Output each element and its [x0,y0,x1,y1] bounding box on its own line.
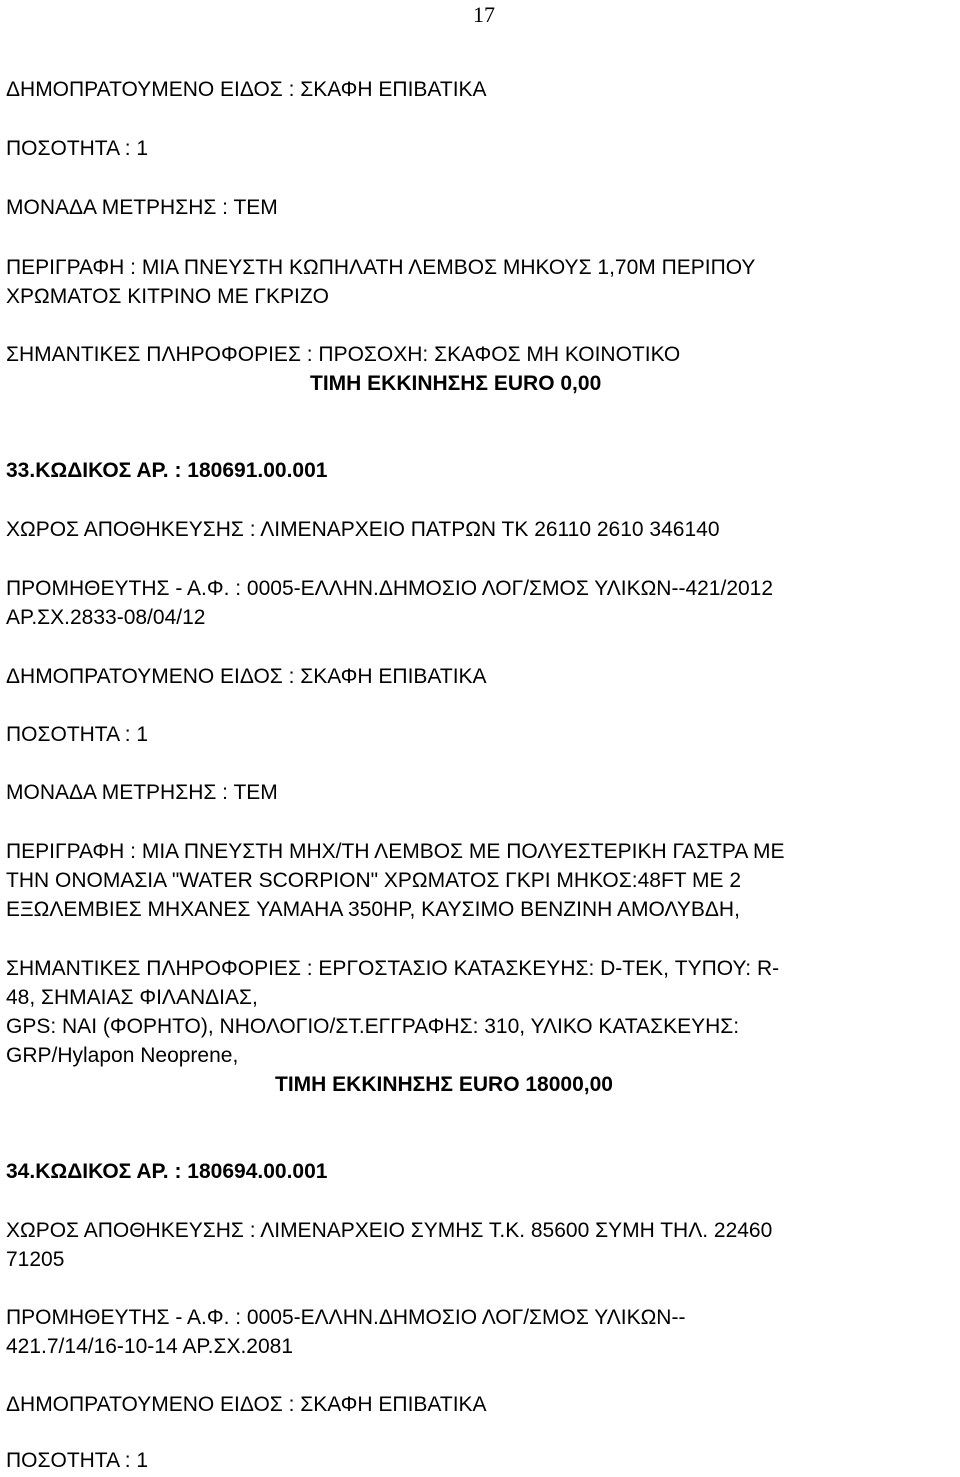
item-code: 33.ΚΩΔΙΚΟΣ ΑΡ. : 180691.00.001 [6,459,328,482]
item-notes-line: GRP/Hylapon Neoprene, [6,1044,239,1067]
item-kind: ΔΗΜΟΠΡΑΤΟΥΜΕΝΟ ΕΙΔΟΣ : ΣΚΑΦΗ ΕΠΙΒΑΤΙΚΑ [6,1393,487,1416]
item-kind: ΔΗΜΟΠΡΑΤΟΥΜΕΝΟ ΕΙΔΟΣ : ΣΚΑΦΗ ΕΠΙΒΑΤΙΚΑ [6,665,487,688]
item-description-line: ΕΞΩΛΕΜΒΙΕΣ ΜΗΧΑΝΕΣ YAMAHA 350HP, ΚΑΥΣΙΜΟ ΒΕΝΖΙΝΗ ΑΜΟΛΥΒΔΗ, [6,898,740,921]
item-starting-price: ΤΙΜΗ ΕΚΚΙΝΗΣΗΣ EURO 18000,00 [275,1073,613,1096]
item-quantity: ΠΟΣΟΤΗΤΑ : 1 [6,723,149,746]
item-notes-line: 48, ΣΗΜΑΙΑΣ ΦΙΛΑΝΔΙΑΣ, [6,986,258,1009]
item-code: 34.ΚΩΔΙΚΟΣ ΑΡ. : 180694.00.001 [6,1160,328,1183]
item-supplier-line: ΠΡΟΜΗΘΕΥΤΗΣ - Α.Φ. : 0005-ΕΛΛΗΝ.ΔΗΜΟΣΙΟ ΛΟΓ/ΣΜΟΣ ΥΛΙΚΩΝ-- [6,1306,686,1329]
item-quantity: ΠΟΣΟΤΗΤΑ : 1 [6,137,149,160]
item-description-line: ΠΕΡΙΓΡΑΦΗ : ΜΙΑ ΠΝΕΥΣΤΗ ΜΗΧ/ΤΗ ΛΕΜΒΟΣ ΜΕ ΠΟΛΥΕΣΤΕΡΙΚΗ ΓΑΣΤΡΑ ΜΕ [6,840,785,863]
item-notes-line: ΣΗΜΑΝΤΙΚΕΣ ΠΛΗΡΟΦΟΡΙΕΣ : ΕΡΓΟΣΤΑΣΙΟ ΚΑΤΑΣΚΕΥΗΣ: D-TEK, ΤΥΠΟΥ: R- [6,957,780,980]
item-unit: ΜΟΝΑΔΑ ΜΕΤΡΗΣΗΣ : ΤΕΜ [6,196,278,219]
item-starting-price: ΤΙΜΗ ΕΚΚΙΝΗΣΗΣ EURO 0,00 [310,372,602,395]
item-supplier-line: ΑΡ.ΣΧ.2833-08/04/12 [6,606,206,629]
item-quantity: ΠΟΣΟΤΗΤΑ : 1 [6,1449,149,1472]
item-description-line: ΤΗΝ ΟΝΟΜΑΣΙΑ "WATER SCORPION" ΧΡΩΜΑΤΟΣ ΓΚΡΙ ΜΗΚΟΣ:48FT ΜΕ 2 [6,869,742,892]
item-notes-line: ΣΗΜΑΝΤΙΚΕΣ ΠΛΗΡΟΦΟΡΙΕΣ : ΠΡΟΣΟΧΗ: ΣΚΑΦΟΣ ΜΗ ΚΟΙΝΟΤΙΚΟ [6,343,681,366]
item-storage-line: ΧΩΡΟΣ ΑΠΟΘΗΚΕΥΣΗΣ : ΛΙΜΕΝΑΡΧΕΙΟ ΣΥΜΗΣ Τ.Κ. 85600 ΣΥΜΗ ΤΗΛ. 22460 [6,1219,773,1242]
item-kind: ΔΗΜΟΠΡΑΤΟΥΜΕΝΟ ΕΙΔΟΣ : ΣΚΑΦΗ ΕΠΙΒΑΤΙΚΑ [6,78,487,101]
item-supplier-line: ΠΡΟΜΗΘΕΥΤΗΣ - Α.Φ. : 0005-ΕΛΛΗΝ.ΔΗΜΟΣΙΟ ΛΟΓ/ΣΜΟΣ ΥΛΙΚΩΝ--421/2012 [6,577,774,600]
item-description-line: ΠΕΡΙΓΡΑΦΗ : ΜΙΑ ΠΝΕΥΣΤΗ ΚΩΠΗΛΑΤΗ ΛΕΜΒΟΣ ΜΗΚΟΥΣ 1,70Μ ΠΕΡΙΠΟΥ [6,256,756,279]
page-number: 17 [473,2,495,27]
item-supplier-line: 421.7/14/16-10-14 ΑΡ.ΣΧ.2081 [6,1335,294,1358]
item-storage-line: 71205 [6,1248,65,1271]
item-notes-line: GPS: ΝΑΙ (ΦΟΡΗΤΟ), ΝΗΟΛΟΓΙΟ/ΣΤ.ΕΓΓΡΑΦΗΣ: 310, ΥΛΙΚΟ ΚΑΤΑΣΚΕΥΗΣ: [6,1015,740,1038]
item-storage-line: ΧΩΡΟΣ ΑΠΟΘΗΚΕΥΣΗΣ : ΛΙΜΕΝΑΡΧΕΙΟ ΠΑΤΡΩΝ ΤΚ 26110 2610 346140 [6,518,720,541]
item-unit: ΜΟΝΑΔΑ ΜΕΤΡΗΣΗΣ : ΤΕΜ [6,781,278,804]
item-description-line: ΧΡΩΜΑΤΟΣ ΚΙΤΡΙΝΟ ΜΕ ΓΚΡΙΖΟ [6,285,330,308]
